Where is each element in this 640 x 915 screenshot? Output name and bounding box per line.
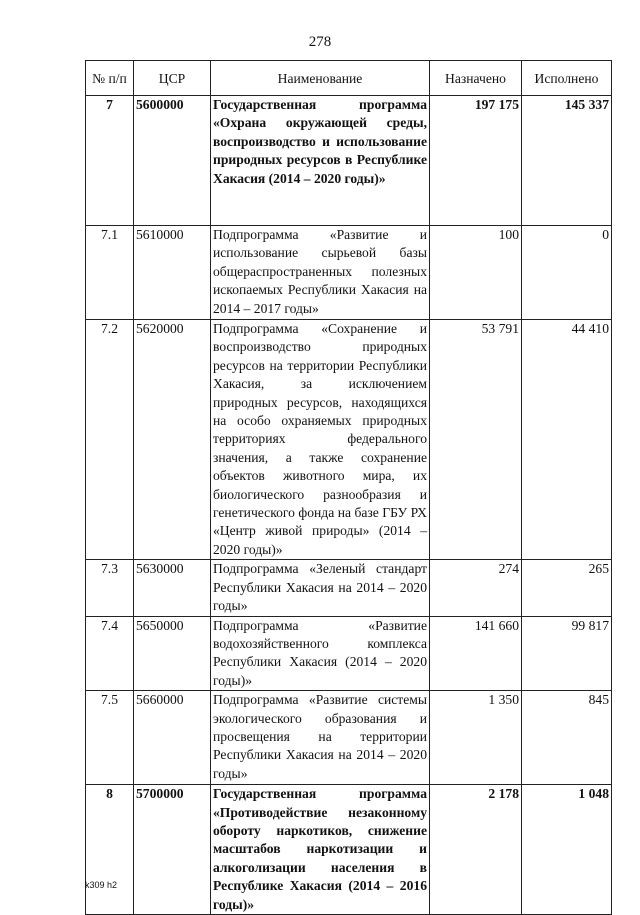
row-code: 5610000 bbox=[134, 226, 211, 320]
header-code: ЦСР bbox=[134, 61, 211, 96]
row-executed: 145 337 bbox=[522, 96, 612, 226]
row-name: Подпрограмма «Сохранение и воспроизводство природных ресурсов на территории Республики Хакасия, за исключением природных ресурсов, находящихся на особо охраняемых природных территориях федерального значения, а также сохранение объектов животного мира, их биологического разнообразия и генетического фонда на базе ГБУ РХ «Центр живой природы» (2014 – 2020 годы)» bbox=[211, 320, 430, 560]
header-assigned: Назначено bbox=[430, 61, 522, 96]
row-assigned: 53 791 bbox=[430, 320, 522, 560]
row-num: 7.1 bbox=[86, 226, 134, 320]
row-assigned: 1 350 bbox=[430, 691, 522, 785]
table-row bbox=[86, 616, 612, 691]
header-executed: Исполнено bbox=[522, 61, 612, 96]
row-name: Подпрограмма «Развитие водохозяйственного комплекса Республики Хакасия (2014 – 2020 годы)» bbox=[211, 616, 430, 691]
table-row bbox=[86, 785, 612, 915]
row-num: 8 bbox=[86, 785, 134, 915]
row-code: 5650000 bbox=[134, 616, 211, 691]
row-name: Подпрограмма «Развитие и использование сырьевой базы общераспространенных полезных ископаемых Республики Хакасия на 2014 – 2017 годы» bbox=[211, 226, 430, 320]
footer-code: k309 h2 bbox=[85, 880, 118, 890]
row-assigned: 141 660 bbox=[430, 616, 522, 691]
row-executed: 99 817 bbox=[522, 616, 612, 691]
row-assigned: 197 175 bbox=[430, 96, 522, 226]
row-name: Государственная программа «Противодействие незаконному обороту наркотиков, снижение масштабов наркотизации и алкоголизации населения в Республике Хакасия (2014 – 2016 годы)» bbox=[211, 785, 430, 915]
row-code: 5660000 bbox=[134, 691, 211, 785]
row-executed: 44 410 bbox=[522, 320, 612, 560]
row-executed: 265 bbox=[522, 560, 612, 616]
row-name: Государственная программа «Охрана окружающей среды, воспроизводство и использование природных ресурсов в Республике Хакасия (2014 – 2020 годы)» bbox=[211, 96, 430, 226]
table-row bbox=[86, 691, 612, 785]
page-number: 278 bbox=[308, 34, 332, 50]
row-executed: 845 bbox=[522, 691, 612, 785]
table-header-row bbox=[86, 61, 612, 96]
row-assigned: 274 bbox=[430, 560, 522, 616]
row-code: 5620000 bbox=[134, 320, 211, 560]
row-num: 7.4 bbox=[86, 616, 134, 691]
table-row bbox=[86, 96, 612, 226]
row-num: 7 bbox=[86, 96, 134, 226]
row-name: Подпрограмма «Зеленый стандарт Республики Хакасия на 2014 – 2020 годы» bbox=[211, 560, 430, 616]
table-row bbox=[86, 560, 612, 616]
header-name: Наименование bbox=[211, 61, 430, 96]
table-row bbox=[86, 226, 612, 320]
row-executed: 0 bbox=[522, 226, 612, 320]
row-code: 5600000 bbox=[134, 96, 211, 226]
row-code: 5630000 bbox=[134, 560, 211, 616]
row-code: 5700000 bbox=[134, 785, 211, 915]
row-num: 7.2 bbox=[86, 320, 134, 560]
row-name: Подпрограмма «Развитие системы экологического образования и просвещения на территории Республики Хакасия на 2014 – 2020 годы» bbox=[211, 691, 430, 785]
row-executed: 1 048 bbox=[522, 785, 612, 915]
row-assigned: 2 178 bbox=[430, 785, 522, 915]
row-assigned: 100 bbox=[430, 226, 522, 320]
row-num: 7.3 bbox=[86, 560, 134, 616]
table-row bbox=[86, 320, 612, 560]
header-num: № п/п bbox=[86, 61, 134, 96]
budget-table bbox=[85, 60, 612, 915]
row-num: 7.5 bbox=[86, 691, 134, 785]
